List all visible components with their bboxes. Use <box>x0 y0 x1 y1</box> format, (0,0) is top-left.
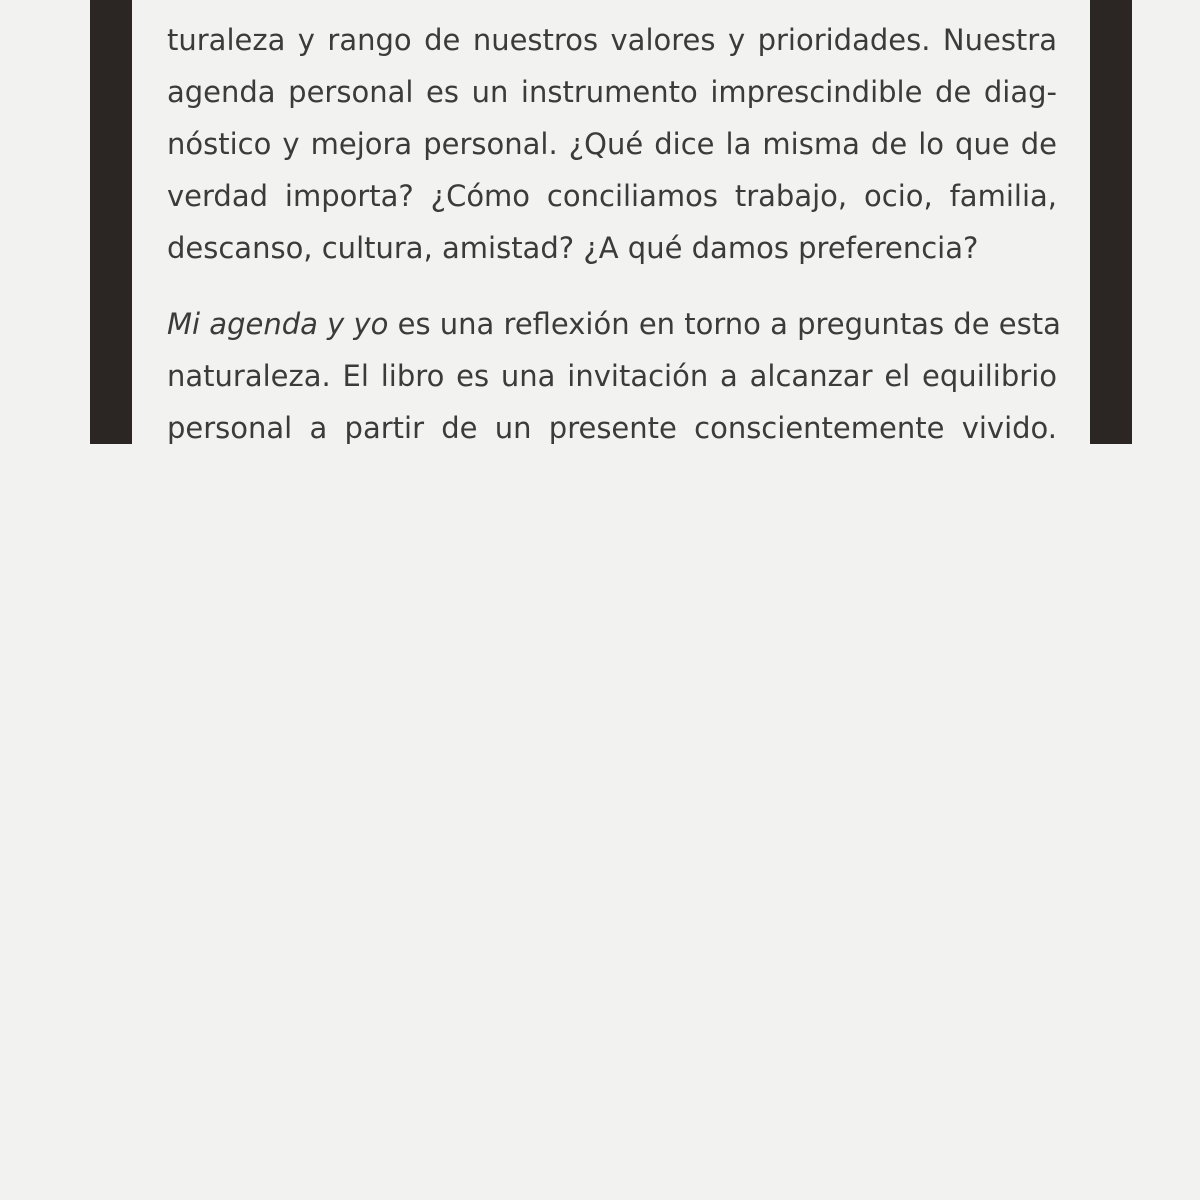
book-title: Mi agenda y yo <box>167 307 389 341</box>
left-decorative-bar <box>90 0 132 444</box>
blurb-text-block <box>167 14 1061 454</box>
paragraph-2-first-line <box>167 298 1061 350</box>
paragraph-1-line: agenda personal es un instrumento imprescindible de diag- <box>167 75 1057 109</box>
paragraph-2-line-text: es una reflexión en torno a preguntas de esta <box>388 307 1061 341</box>
paragraph-1-line: nóstico y mejora personal. ¿Qué dice la misma de lo que de <box>167 127 1057 161</box>
paragraph-1-line: turaleza y rango de nuestros valores y prioridades. Nuestra <box>167 23 1057 57</box>
paragraph-2 <box>167 298 1061 454</box>
paragraph-1-line: descanso, cultura, amistad? ¿A qué damos preferencia? <box>167 231 979 265</box>
paragraph-2-line: personal a partir de un presente conscientemente vivido. <box>167 411 1057 445</box>
paragraph-2-line: naturaleza. El libro es una invitación a alcanzar el equilibrio <box>167 359 1057 393</box>
paragraph-1 <box>167 14 1057 274</box>
paragraph-1-line: verdad importa? ¿Cómo conciliamos trabajo, ocio, familia, <box>167 179 1057 213</box>
right-decorative-bar <box>1090 0 1132 444</box>
